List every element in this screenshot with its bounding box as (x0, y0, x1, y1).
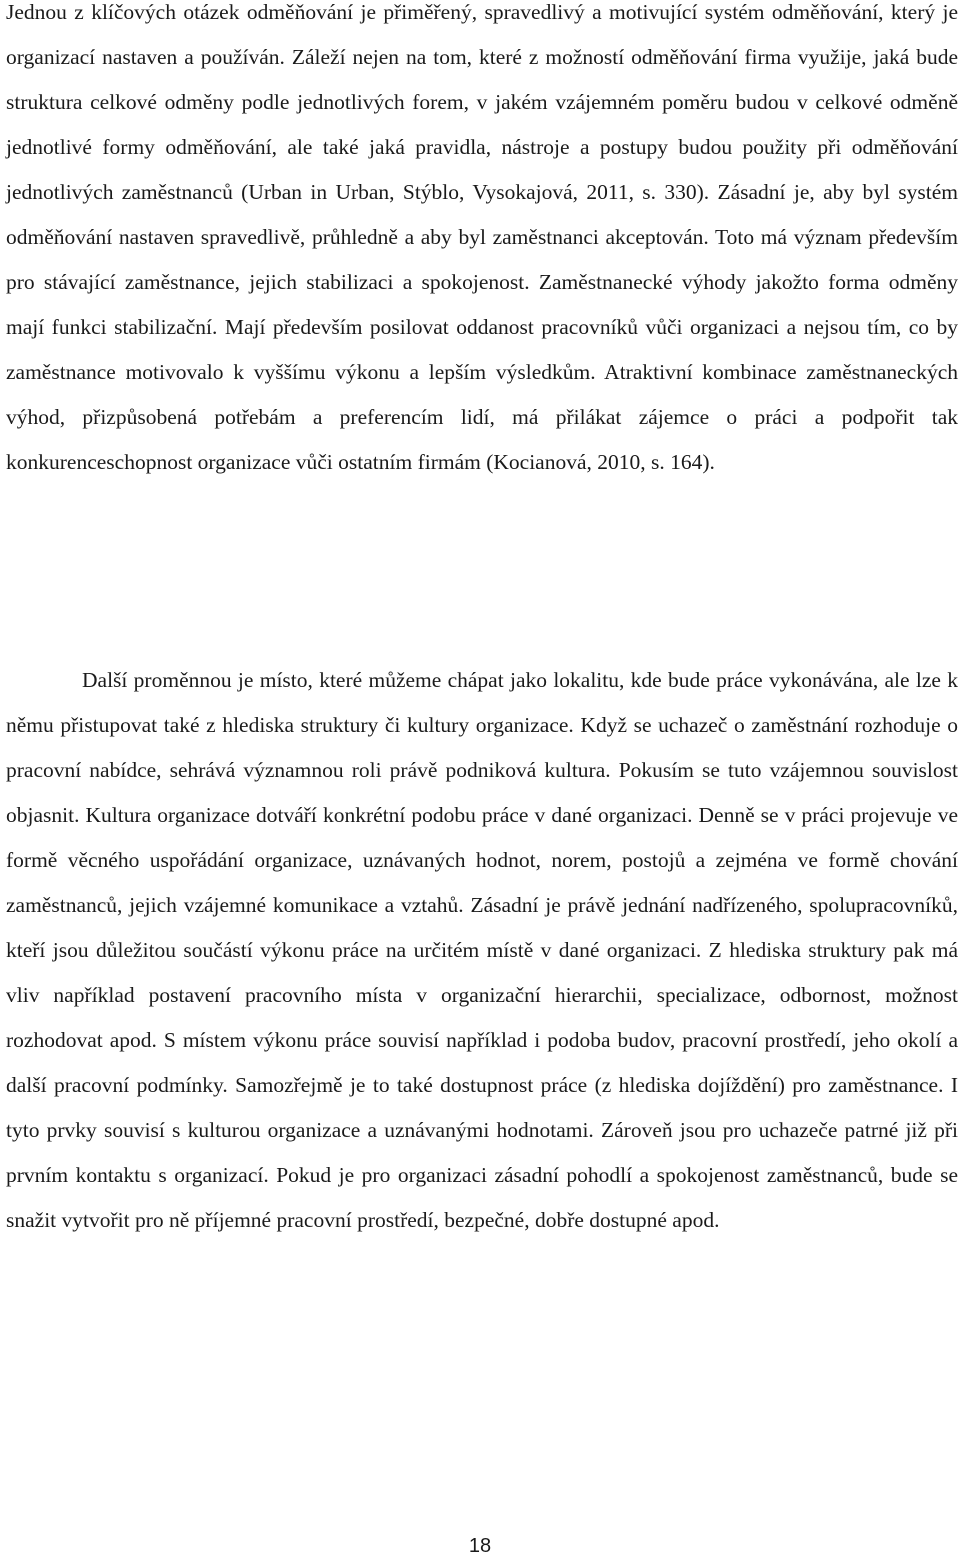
paragraph-workplace (6, 658, 958, 1243)
paragraph-text: Další proměnnou je místo, které můžeme chápat jako lokalitu, kde bude práce vykonávána, ale lze k němu přistupovat také z hlediska struktury či kultury organizace. Když se uchazeč o zaměstnání rozhoduje o pracovní nabídce, sehrává významnou roli právě podniková kultura. Pokusím se tuto vzájemnou souvislost objasnit. Kultura organizace dotváří konkrétní podobu práce v dané organizaci. Denně se v práci projevuje ve formě věcného uspořádání organizace, uznávaných hodnot, norem, postojů a zejména ve formě chování zaměstnanců, jejich vzájemné komunikace a vztahů. Zásadní je právě jednání nadřízeného, spolupracovníků, kteří jsou důležitou součástí výkonu práce na určitém místě v dané organizaci. Z hlediska struktury pak má vliv například postavení pracovního místa v organizační hierarchii, specializace, odbornost, možnost rozhodovat apod. S místem výkonu práce souvisí například i podoba budov, pracovní prostředí, jeho okolí a další pracovní podmínky. Samozřejmě je to také dostupnost práce (z hlediska dojíždění) pro zaměstnance. I tyto prvky souvisí s kulturou organizace a uznávanými hodnotami. Zároveň jsou pro uchazeče patrné již při prvním kontaktu s organizací. Pokud je pro organizaci zásadní pohodlí a spokojenost zaměstnanců, bude se snažit vytvořit pro ně příjemné pracovní prostředí, bezpečné, dobře dostupné apod. (6, 668, 958, 1232)
paragraph-text: Jednou z klíčových otázek odměňování je přiměřený, spravedlivý a motivující systém odměňování, který je organizací nastaven a používán. Záleží nejen na tom, které z možností odměňování firma využije, jaká bude struktura celkové odměny podle jednotlivých forem, v jakém vzájemném poměru budou v celkové odměně jednotlivé formy odměňování, ale také jaká pravidla, nástroje a postupy budou použity při odměňování jednotlivých zaměstnanců (Urban in Urban, Stýblo, Vysokajová, 2011, s. 330). Zásadní je, aby byl systém odměňování nastaven spravedlivě, průhledně a aby byl zaměstnanci akceptován. Toto má význam především pro stávající zaměstnance, jejich stabilizaci a spokojenost. Zaměstnanecké výhody jakožto forma odměny mají funkci stabilizační. Mají především posilovat oddanost pracovníků vůči organizaci a nejsou tím, co by zaměstnance motivovalo k vyššímu výkonu a lepším výsledkům. Atraktivní kombinace zaměstnaneckých výhod, přizpůsobená potřebám a preferencím lidí, má přilákat zájemce o práci a podpořit tak konkurenceschopnost organizace vůči ostatním firmám (Kocianová, 2010, s. 164). (6, 0, 958, 474)
paragraph-reward-system (6, 0, 958, 485)
page-number: 18 (468, 1535, 492, 1557)
